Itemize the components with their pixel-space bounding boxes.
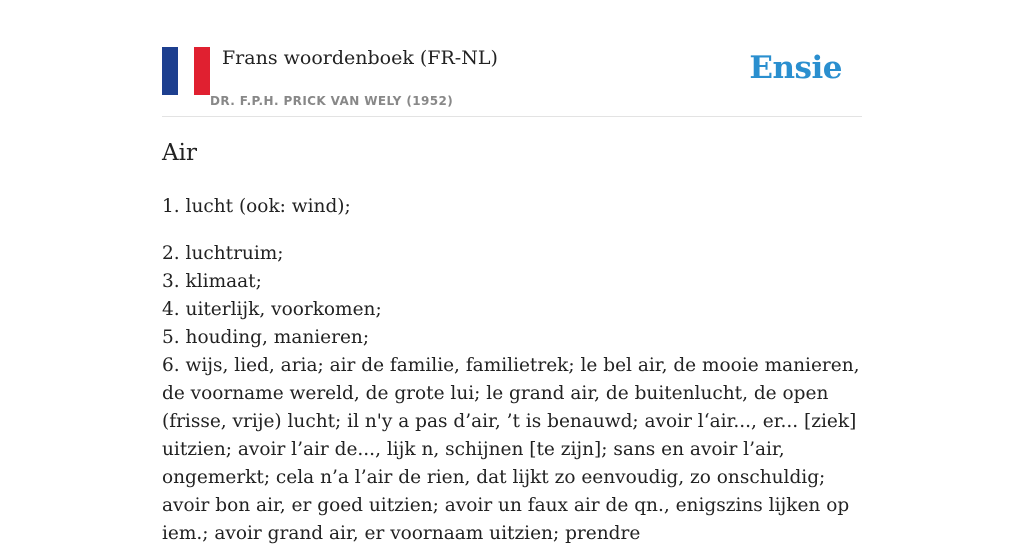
sense-4: 4. uiterlijk, voorkomen; [162,299,382,320]
entry-word: Air [162,140,197,166]
flag-stripe-white [178,47,194,95]
dictionary-title[interactable]: Frans woordenboek (FR-NL) [222,47,498,69]
flag-stripe-red [194,47,210,95]
entry-definition [162,193,862,548]
sense-1: 1. lucht (ook: wind); [162,196,351,217]
sense-5: 5. houding, manieren; [162,327,370,348]
sense-6: 6. wijs, lied, aria; air de familie, familietrek; le bel air, de mooie manieren, de voorname wereld, de grote lui; le grand air, de buitenlucht, de open (frisse, vrije) lucht; il n'y a pas d’air, ’t is benauwd; avoir l‘air..., er... [ziek] uitzien; avoir l’air de..., lijk n, schijnen [te zijn]; sans en avoir l’air, ongemerkt; cela n’a l’air de rien, dat lijkt zo eenvoudig, zo onschuldig; avoir bon air, er goed uitzien; avoir un faux air de qn., enigszins lijken op iem.; avoir grand air, er voornaam uitzien; prendre [162,355,860,544]
sense-2: 2. luchtruim; [162,243,284,264]
flag-stripe-blue [162,47,178,95]
sense-3: 3. klimaat; [162,271,262,292]
ensie-logo[interactable]: Ensie [749,50,842,86]
dictionary-author: DR. F.P.H. PRICK VAN WELY (1952) [210,94,454,108]
dictionary-header [162,40,862,117]
french-flag-icon [162,47,210,95]
